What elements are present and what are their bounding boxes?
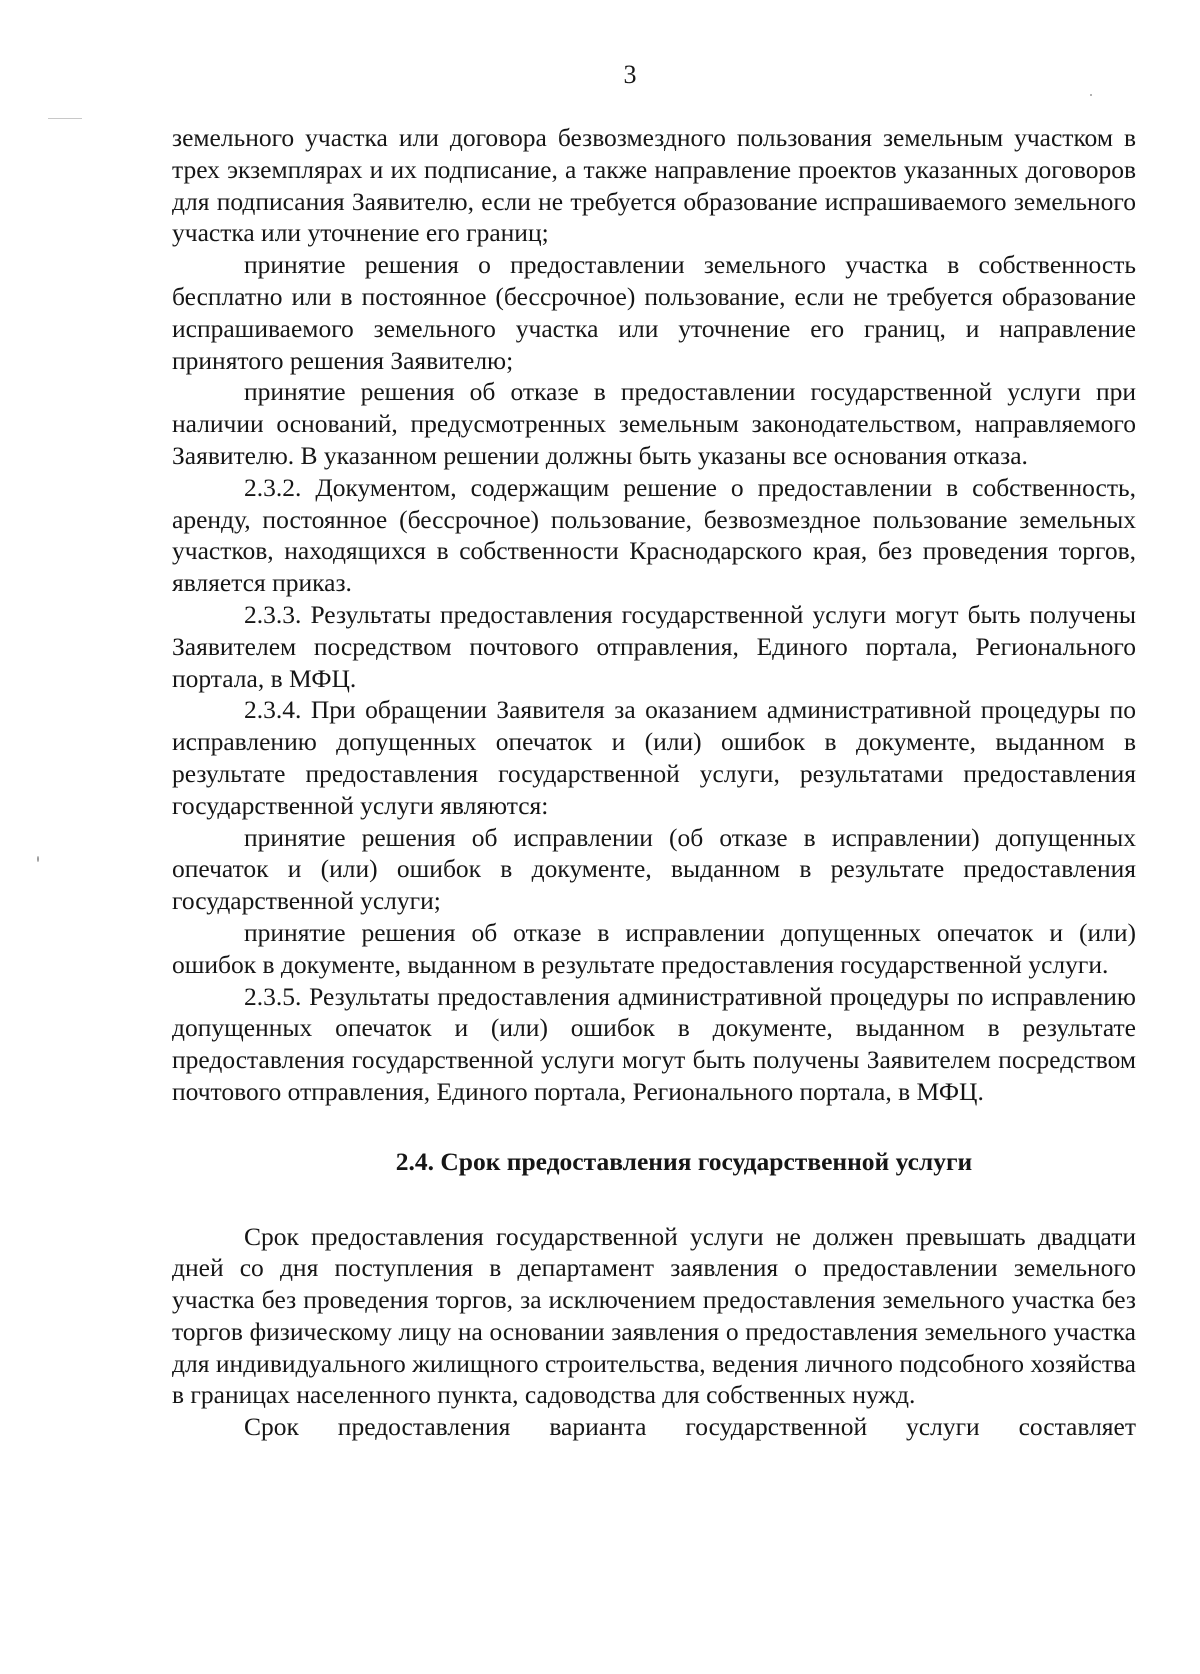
paragraph-correction-decision: принятие решения об исправлении (об отказе в исправлении) допущенных опечаток и (или) ошибок в документе, выданном в результате предоставления государственной услуги;	[172, 822, 1136, 916]
paragraph-2-3-2: 2.3.2. Документом, содержащим решение о предоставлении в собственность, аренду, постоянное (бессрочное) пользование, безвозмездное пользование земельных участков, находящихся в собственности Краснодарского края, без проведения торгов, является приказ.	[172, 472, 1136, 598]
paragraph-refusal-decision: принятие решения об отказе в предоставлении государственной услуги при наличии оснований, предусмотренных земельным законодательством, направляемого Заявителю. В указанном решении должны быть указаны все основания отказа.	[172, 377, 1136, 470]
paragraph-free-ownership-decision: принятие решения о предоставлении земельного участка в собственность бесплатно или в постоянное (бессрочное) пользование, если не требуется образование испрашиваемого земельного участка или уточнение его границ, и направление принятого решения Заявителю;	[172, 250, 1136, 375]
paragraph-2-3-5: 2.3.5. Результаты предоставления административной процедуры по исправлению допущенных опечаток и (или) ошибок в документе, выданном в результате предоставления государственной услуги могут быть получены Заявителем посредством почтового отправления, Единого портала, Регионального портала, в МФЦ.	[172, 981, 1136, 1106]
section-heading-2-4: 2.4. Срок предоставления государственной услуги	[395, 1146, 973, 1176]
paragraph-variant-term: Срок предоставления варианта государственной услуги составляет	[244, 1412, 1136, 1442]
paragraph-2-3-3: 2.3.3. Результаты предоставления государственной услуги могут быть получены Заявителем посредством почтового отправления, Единого портала, Регионального портала, в МФЦ.	[172, 599, 1136, 693]
page-number: 3	[623, 60, 637, 89]
document-body	[172, 122, 1136, 1443]
scan-speck	[48, 118, 82, 119]
paragraph-contract-preparation: земельного участка или договора безвозмездного пользования земельным участком в трех экземплярах и их подписание, а также направление проектов указанных договоров для подписания Заявителю, если не требуется образование испрашиваемого земельного участка или уточнение его границ;	[172, 123, 1136, 248]
scan-speck	[1090, 94, 1092, 96]
paragraph-correction-refusal: принятие решения об отказе в исправлении допущенных опечаток и (или) ошибок в документе, выданном в результате предоставления государственной услуги.	[172, 917, 1136, 979]
scan-speck	[37, 856, 39, 862]
paragraph-2-3-4: 2.3.4. При обращении Заявителя за оказанием административной процедуры по исправлению допущенных опечаток и (или) ошибок в документе, выданном в результате предоставления государственной услуги, результатами предоставления государственной услуги являются:	[172, 695, 1136, 820]
paragraph-service-term: Срок предоставления государственной услуги не должен превышать двадцати дней со дня поступления в департамент заявления о предоставлении земельного участка без проведения торгов, за исключением предоставления земельного участка без торгов физическому лицу на основании заявления о предоставления земельного участка для индивидуального жилищного строительства, ведения личного подсобного хозяйства в границах населенного пункта, садоводства для собственных нужд.	[172, 1221, 1136, 1410]
